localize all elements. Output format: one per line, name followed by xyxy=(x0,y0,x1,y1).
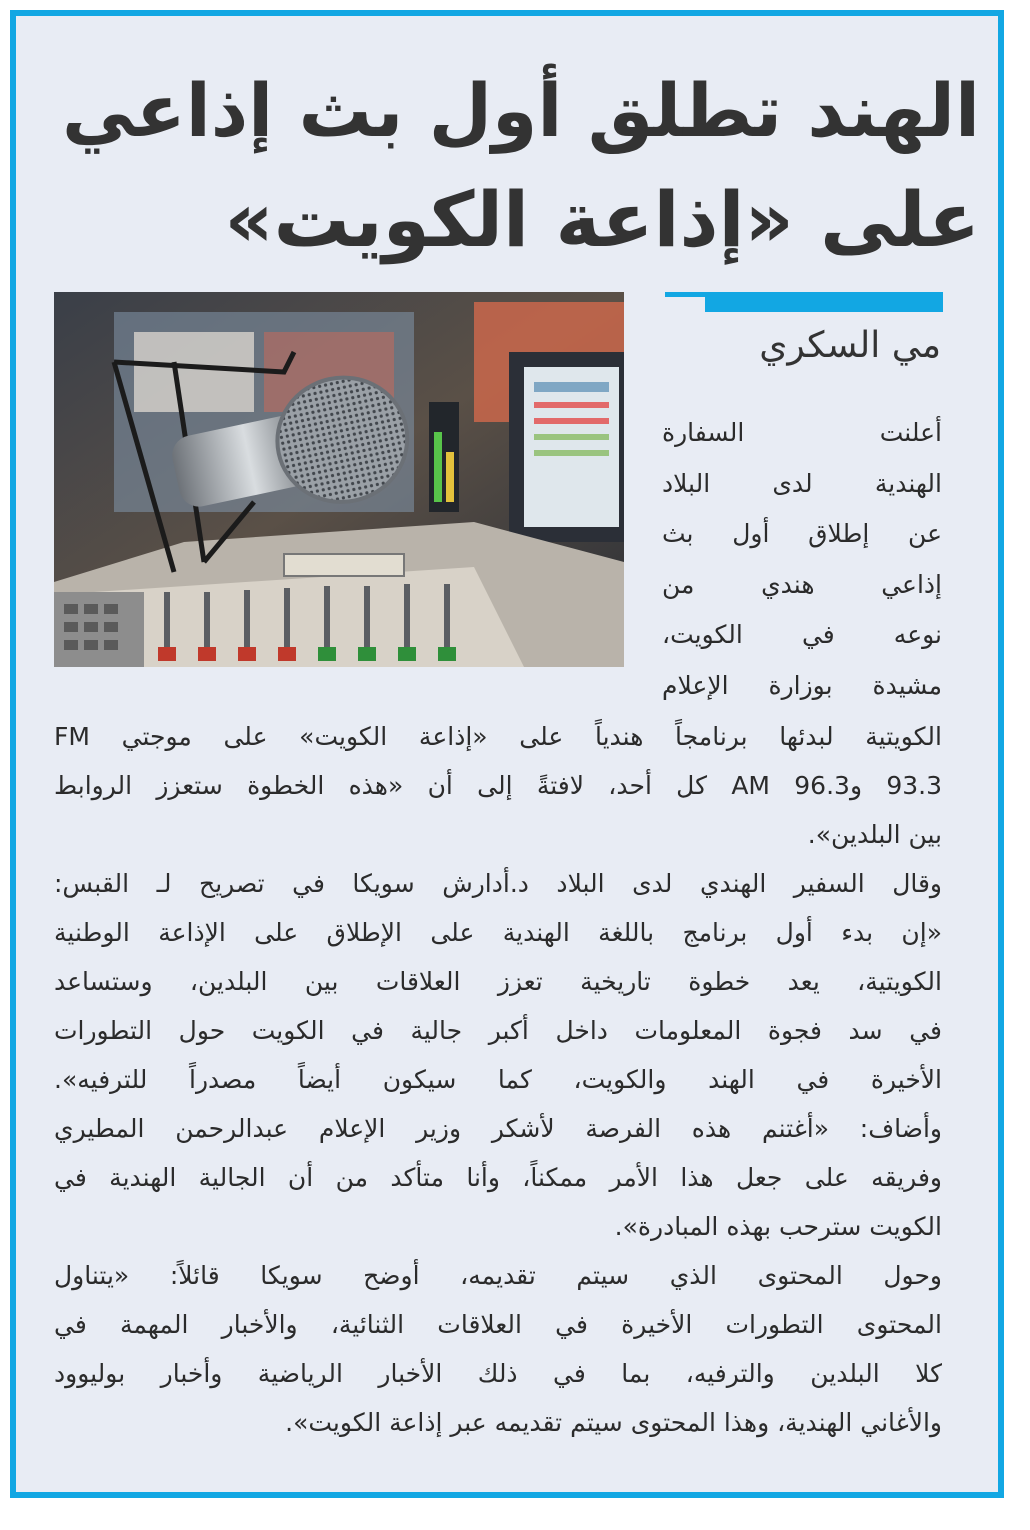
body-line: وأضاف: «أغتنم هذه الفرصة لأشكر وزير الإعلام عبدالرحمن المطيري xyxy=(54,1114,942,1143)
body-line: الكويتية لبدئها برنامجاً هندياً على «إذاعة الكويت» على موجتي FM xyxy=(54,722,942,751)
intro-line: مشيدة بوزارة الإعلام xyxy=(662,670,942,700)
author-accent-bar xyxy=(665,292,943,312)
body-line: وفريقه على جعل هذا الأمر ممكناً، وأنا متأكد من أن الجالية الهندية في xyxy=(54,1163,942,1192)
intro-line: إذاعي هندي من xyxy=(662,569,942,599)
body-line: المحتوى التطورات الأخيرة في العلاقات الثنائية، والأخبار المهمة في xyxy=(54,1310,942,1339)
headline-line-1: الهند تطلق أول بث إذاعي xyxy=(61,69,980,154)
body-line: وحول المحتوى الذي سيتم تقديمه، أوضح سويكا قائلاً: «يتناول xyxy=(54,1261,942,1290)
studio-microphone-photo xyxy=(54,292,624,667)
body-line: الكويتية، يعد خطوة تاريخية تعزز العلاقات بين البلدين، وستساعد xyxy=(54,967,942,996)
body-line: الأخيرة في الهند والكويت، كما سيكون أيضاً مصدراً للترفيه». xyxy=(54,1065,942,1094)
intro-line: نوعه في الكويت، xyxy=(662,620,942,649)
author-byline: مي السكري xyxy=(759,325,941,366)
body-line: الكويت سترحب بهذه المبادرة». xyxy=(614,1212,942,1241)
intro-line: عن إطلاق أول بث xyxy=(662,519,942,548)
body-line: «إن بدء أول برنامج باللغة الهندية على الإطلاق على الإذاعة الوطنية xyxy=(54,918,942,947)
headline-line-2: على «إذاعة الكويت» xyxy=(224,175,980,264)
body-line: كلا البلدين والترفيه، بما في ذلك الأخبار الرياضية وأخبار بوليوود xyxy=(54,1359,942,1388)
body-line: بين البلدين». xyxy=(807,820,942,849)
intro-line: الهندية لدى البلاد xyxy=(662,468,942,498)
body-line: 93.3 و96.3 AM كل أحد، لافتةً إلى أن «هذه الخطوة ستعزز الروابط xyxy=(54,771,942,800)
intro-line: أعلنت السفارة xyxy=(662,418,942,447)
body-line: وقال السفير الهندي لدى البلاد د.أدارش سويكا في تصريح لـ القبس: xyxy=(54,869,942,898)
body-line: في سد فجوة المعلومات داخل أكبر جالية في الكويت حول التطورات xyxy=(54,1016,942,1045)
headline xyxy=(60,58,980,274)
intro-column xyxy=(662,408,942,711)
body-line: والأغاني الهندية، وهذا المحتوى سيتم تقديمه عبر إذاعة الكويت». xyxy=(285,1408,942,1437)
article-body xyxy=(54,712,942,1447)
